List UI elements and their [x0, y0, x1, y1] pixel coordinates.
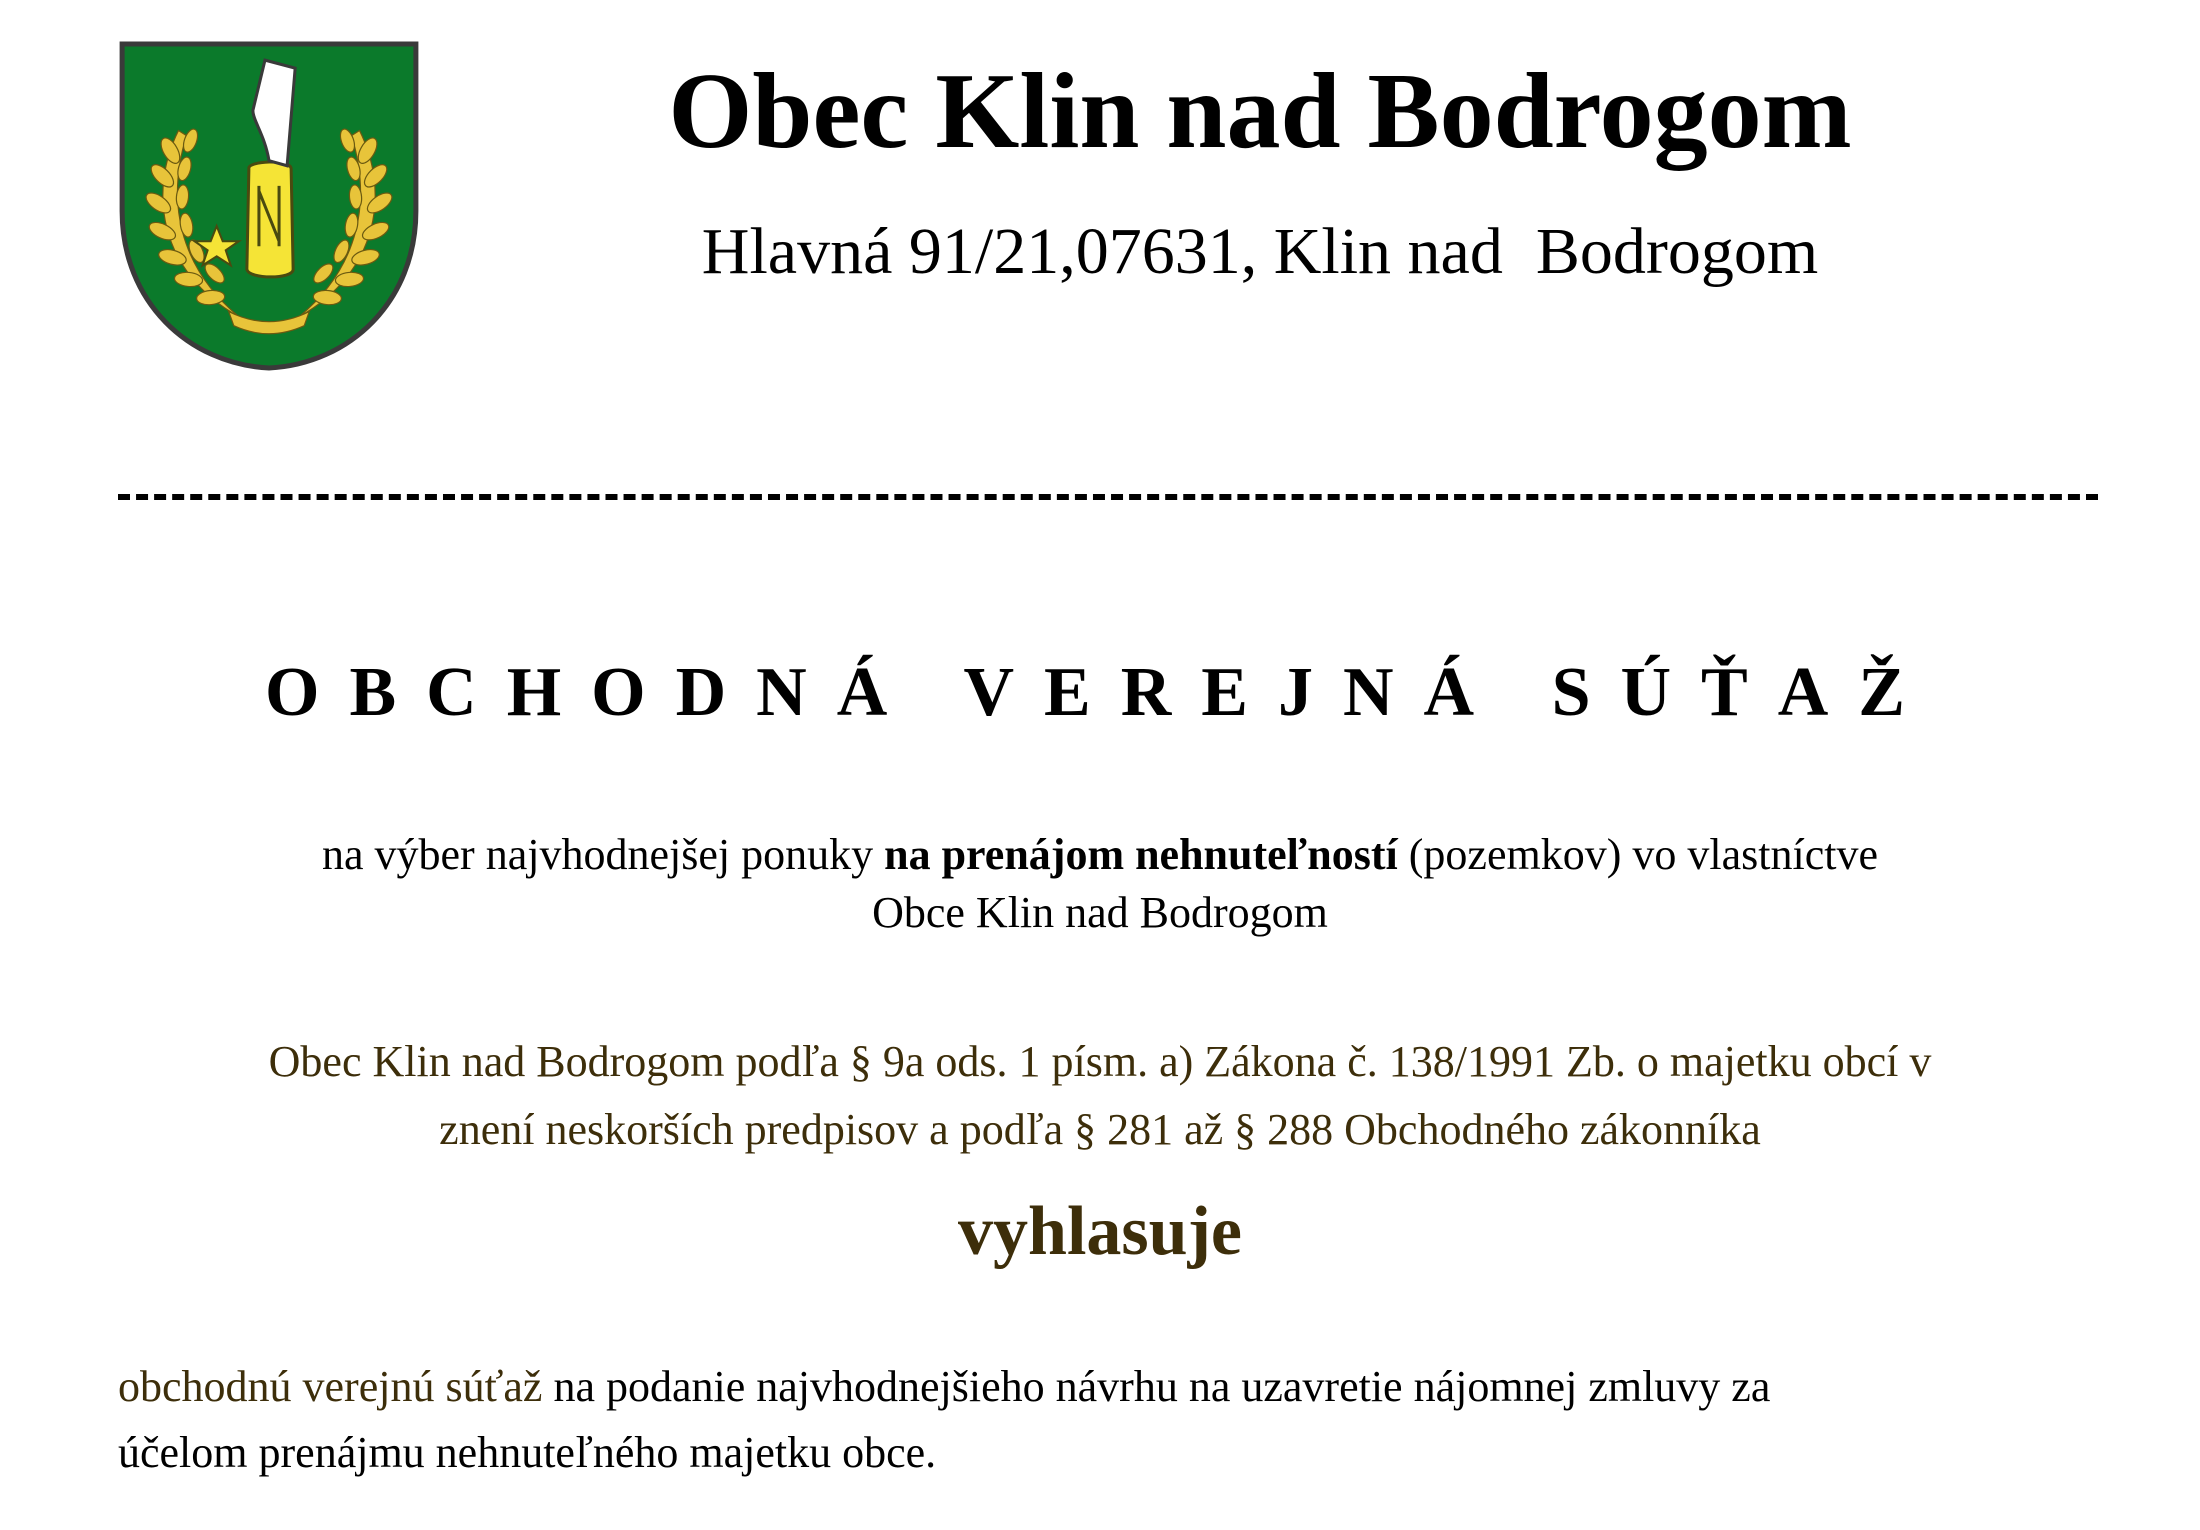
- municipal-coat-of-arms-icon: [118, 40, 420, 372]
- announce-word: vyhlasuje: [958, 1193, 1242, 1270]
- legal-line-1: Obec Klin nad Bodrogom podľa § 9a ods. 1 písm. a) Zákona č. 138/1991 Zb. o majetku obcí v: [268, 1037, 1932, 1086]
- document-heading: OBCHODNÁ VEREJNÁ SÚŤAŽ: [265, 654, 1935, 731]
- body-accent-text: obchodnú verejnú súťaž: [118, 1362, 543, 1411]
- subtitle-paragraph: [100, 826, 2100, 942]
- address-line: Hlavná 91/21,07631, Klin nad Bodrogom: [701, 215, 1819, 288]
- body-line-2: účelom prenájmu nehnuteľného majetku obce.: [118, 1428, 937, 1477]
- body-paragraph: [118, 1354, 2058, 1486]
- page-title: Obec Klin nad Bodrogom: [668, 52, 1852, 171]
- subtitle-line-2: Obce Klin nad Bodrogom: [872, 888, 1328, 937]
- body-text-rest: na podanie najvhodnejšieho návrhu na uzavretie nájomnej zmluvy za: [542, 1362, 1771, 1411]
- legal-basis-paragraph: [100, 1028, 2100, 1164]
- subtitle-text-end: (pozemkov) vo vlastníctve: [1397, 830, 1878, 879]
- subtitle-text-start: na výber najvhodnejšej ponuky: [322, 830, 885, 879]
- legal-line-2: znení neskorších predpisov a podľa § 281 až § 288 Obchodného zákonníka: [439, 1105, 1761, 1154]
- dashed-divider: [118, 494, 2098, 500]
- subtitle-bold-text: na prenájom nehnuteľností: [884, 830, 1398, 879]
